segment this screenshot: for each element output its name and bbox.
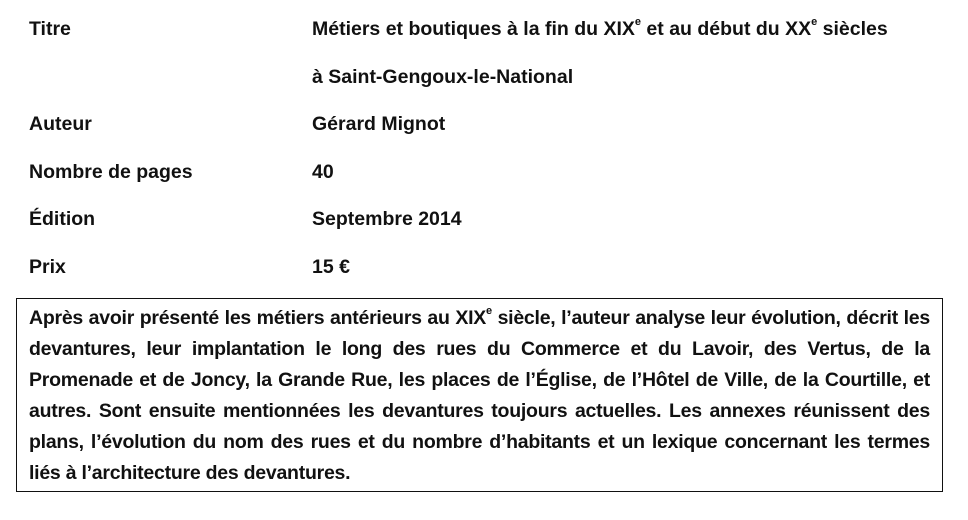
field-label-edition: Édition — [29, 208, 96, 230]
field-title-continued — [0, 62, 968, 92]
superscript: e — [634, 16, 642, 28]
title-text-part: et au début du XX — [641, 18, 812, 40]
summary-text — [29, 303, 930, 489]
title-text-part: siècles — [817, 18, 888, 40]
superscript: e — [811, 16, 818, 28]
superscript: e — [486, 305, 492, 317]
field-value-price: 15 € — [312, 256, 350, 278]
summary-box — [16, 298, 943, 492]
field-label-page-count: Nombre de pages — [29, 161, 193, 183]
field-label-price: Prix — [29, 256, 66, 278]
summary-text-part: Après avoir présenté les métiers antérieurs au XIX — [29, 307, 487, 329]
field-value-edition: Septembre 2014 — [312, 208, 462, 230]
field-author — [0, 109, 968, 139]
field-label-author: Auteur — [29, 113, 92, 135]
field-value-title-line1 — [312, 14, 888, 44]
field-value-title-line2: à Saint-Gengoux-le-National — [312, 66, 574, 88]
title-text-part: Métiers et boutiques à la fin du XIX — [312, 18, 635, 40]
field-price — [0, 252, 968, 282]
summary-text-part: siècle, l’auteur analyse leur évolution, décrit les devantures, leur implantation le long des rues du Commerce et du Lavoir, des Vertus, de la Promenade et de Joncy, la Grande Rue, les places de l’Église, de l’Hôtel de Ville, de la Courtille, et autres. Sont ensuite mentionnées les devantures toujours actuelles. Les annexes réunissent des plans, l’évolution du nom des rues et du nombre d’habitants et un lexique concernant les termes liés à l’architecture des devantures. — [29, 307, 930, 484]
field-label-title: Titre — [29, 18, 71, 40]
field-page-count — [0, 157, 968, 187]
field-edition — [0, 204, 968, 234]
field-value-author: Gérard Mignot — [312, 113, 446, 135]
field-value-page-count: 40 — [312, 161, 334, 183]
field-title — [0, 14, 968, 44]
